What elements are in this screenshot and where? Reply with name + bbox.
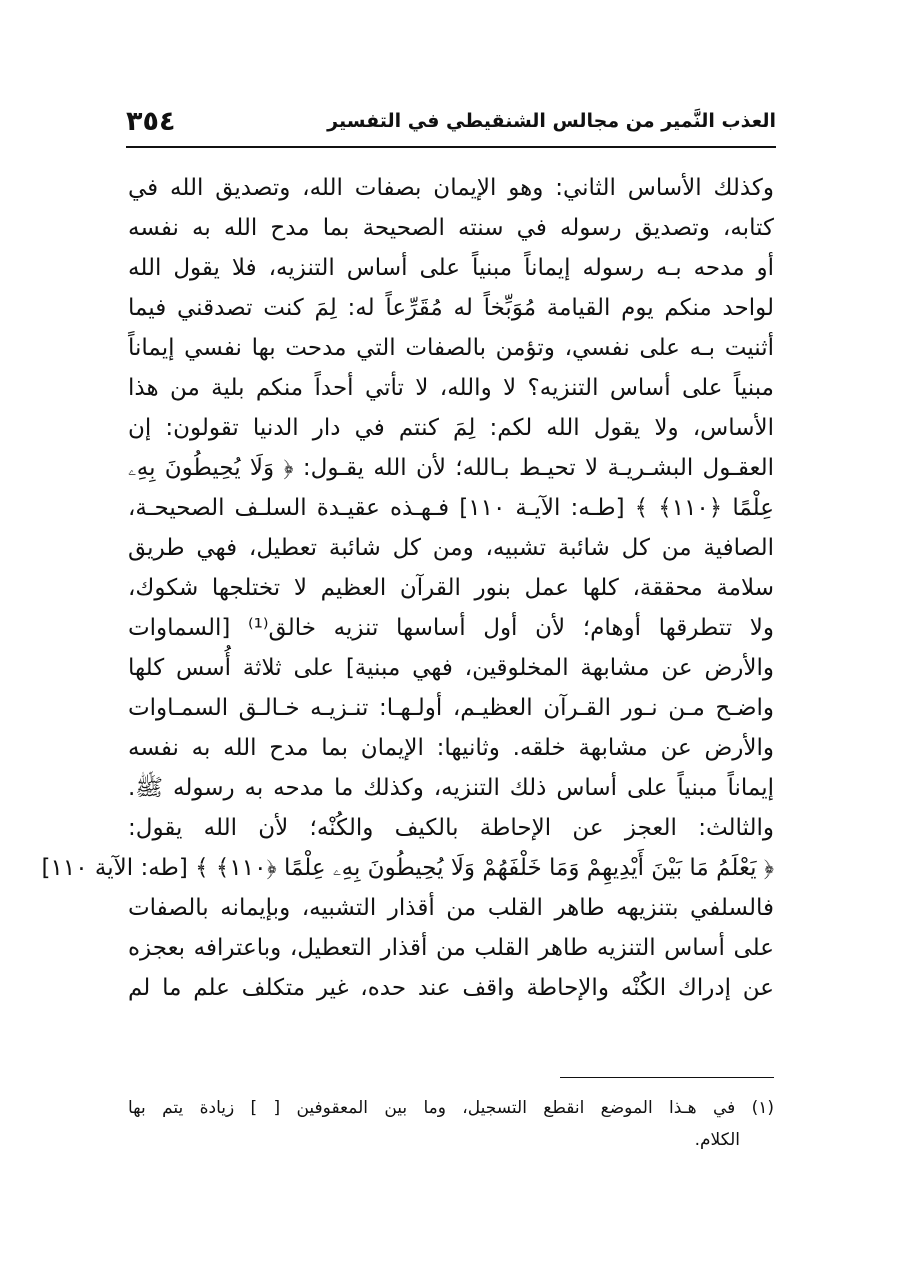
footnote-line: (١) في هـذا الموضع انقطع التسجيل، وما بين المعقوفين [ ] زيادة يتم بها <box>128 1098 774 1118</box>
footnote-separator <box>560 1077 774 1078</box>
text-line: واضـح مـن نـور القـرآن العظيـم، أولـهـا: تنـزيـه خـالـق السمـاوات <box>128 695 774 721</box>
text-line: الأساس، ولا يقول الله لكم: لِمَ كنتم في دار الدنيا تقولون: إن <box>128 415 774 441</box>
text-line: مبنياً على أساس التنزيه؟ لا والله، لا تأتي أحداً منكم بلية من هذا <box>128 375 774 401</box>
header-title: العذب النَّمير من مجالس الشنقيطي في التفسير <box>327 110 776 132</box>
text-line: عن إدراك الكُنْه والإحاطة واقف عند حده، غير متكلف علم ما لم <box>128 975 774 1001</box>
page-number: ٣٥٤ <box>126 106 176 137</box>
text-line: والثالث: العجز عن الإحاطة بالكيف والكُنْه؛ لأن الله يقول: <box>128 815 774 841</box>
text-line: كتابه، وتصديق رسوله في سنته الصحيحة بما مدح الله به نفسه <box>128 215 774 241</box>
text-line: وكذلك الأساس الثاني: وهو الإيمان بصفات الله، وتصديق الله في <box>128 175 774 201</box>
quran-verse-line: ﴿ يَعْلَمُ مَا بَيْنَ أَيْدِيهِمْ وَمَا خَلْفَهُمْ وَلَا يُحِيطُونَ بِهِۦ عِلْمًا ﴿١١٠﴾ ﴾ [طه: الآية ١١٠] <box>41 855 774 881</box>
text-line: على أساس التنزيه طاهر القلب من أقذار التعطيل، وباعترافه بعجزه <box>128 935 774 961</box>
text-line: أو مدحه بـه رسوله إيماناً مبنياً على أساس التنزيه، فلا يقول الله <box>128 255 774 281</box>
text-line: عِلْمًا ﴿١١٠﴾ ﴾ [طـه: الآيـة ١١٠] فـهـذه عقيـدة السلـف الصحيحـة، <box>128 495 774 521</box>
text-line: أثنيت بـه على نفسي، وتؤمن بالصفات التي مدحت بها نفسي إيماناً <box>128 335 774 361</box>
text-line: العقـول البشـريـة لا تحيـط بـالله؛ لأن الله يقـول: ﴿ وَلَا يُحِيطُونَ بِهِۦ <box>128 455 774 481</box>
text-line: سلامة محققة، كلها عمل بنور القرآن العظيم لا تختلجها شكوك، <box>128 575 774 601</box>
footnotes <box>128 1092 774 1156</box>
text-line: لواحد منكم يوم القيامة مُوَبِّخاً له مُقَرِّعاً له: لِمَ كنت تصدقني فيما <box>128 295 774 321</box>
text-line: فالسلفي بتنزيهه طاهر القلب من أقذار التشبيه، وبإيمانه بالصفات <box>128 895 774 921</box>
text-line: والأرض عن مشابهة المخلوقين، فهي مبنية] على ثلاثة أُسس كلها <box>128 655 774 681</box>
text-line: إيماناً مبنياً على أساس ذلك التنزيه، وكذلك ما مدحه به رسوله ﷺ. <box>128 775 774 801</box>
text-line: والأرض عن مشابهة خلقه. وثانيها: الإيمان بما مدح الله به نفسه <box>128 735 774 761</box>
body-text <box>41 168 774 1008</box>
text-line: الصافية من كل شائبة تشبيه، ومن كل شائبة تعطيل، فهي طريق <box>128 535 774 561</box>
running-header <box>126 106 776 148</box>
text-line: ولا تتطرقها أوهام؛ لأن أول أساسها تنزيه خالق⁽¹⁾ [السماوات <box>128 615 774 641</box>
footnote-line: الكلام. <box>694 1130 740 1150</box>
